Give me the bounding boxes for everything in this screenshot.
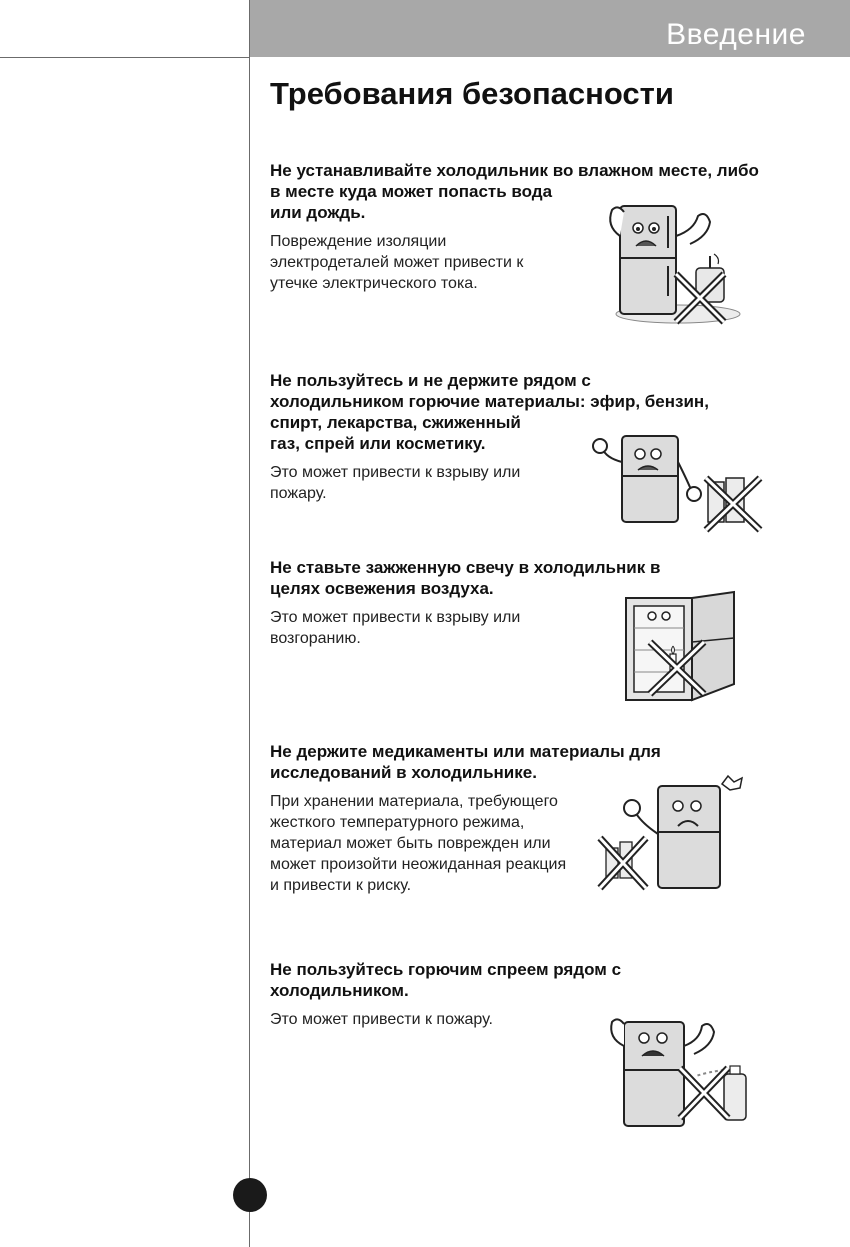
safety-item-body: Это может привести к взрыву или пожару. xyxy=(270,464,521,502)
safety-item-heading: Не устанавливайте холодильник во влажном месте, либо в месте куда может попасть вода или дождь. xyxy=(270,161,759,222)
safety-item-body: Это может привести к пожару. xyxy=(270,1011,493,1028)
margin-vertical-rule xyxy=(249,0,250,1247)
safety-item-heading: Не пользуйтесь и не держите рядом с холодильником горючие материалы: эфир, бензин, спирт, лекарства, сжиженный газ, спрей или косметику. xyxy=(270,371,709,453)
fridge-water-warning-icon xyxy=(598,196,746,328)
safety-item-body: Это может привести к взрыву или возгоранию. xyxy=(270,609,521,647)
fridge-candle-warning-icon xyxy=(608,588,744,706)
safety-item-body: При хранении материала, требующего жесткого температурного режима, материал может быть поврежден или может произойти неожиданная реакция и привести к риску. xyxy=(270,793,567,894)
safety-item-heading: Не держите медикаменты или материалы для исследований в холодильнике. xyxy=(270,742,661,782)
fridge-medicine-warning-icon xyxy=(596,772,748,894)
fridge-spray-warning-icon xyxy=(596,1010,754,1130)
safety-item-heading: Не пользуйтесь горючим спреем рядом с холодильником. xyxy=(270,960,622,1000)
safety-item-heading: Не ставьте зажженную свечу в холодильник в целях освежения воздуха. xyxy=(270,558,661,598)
safety-item-body: Повреждение изоляции электродеталей может привести к утечке электрического тока. xyxy=(270,233,524,292)
header-bar xyxy=(250,0,850,57)
page-marker-dot xyxy=(233,1178,267,1212)
page-title: Требования безопасности xyxy=(270,76,674,111)
safety-item-5 xyxy=(270,959,621,1030)
margin-horizontal-rule xyxy=(0,57,250,58)
safety-item-3 xyxy=(270,557,660,649)
section-title: Введение xyxy=(666,18,806,51)
fridge-flammables-warning-icon xyxy=(584,422,770,534)
